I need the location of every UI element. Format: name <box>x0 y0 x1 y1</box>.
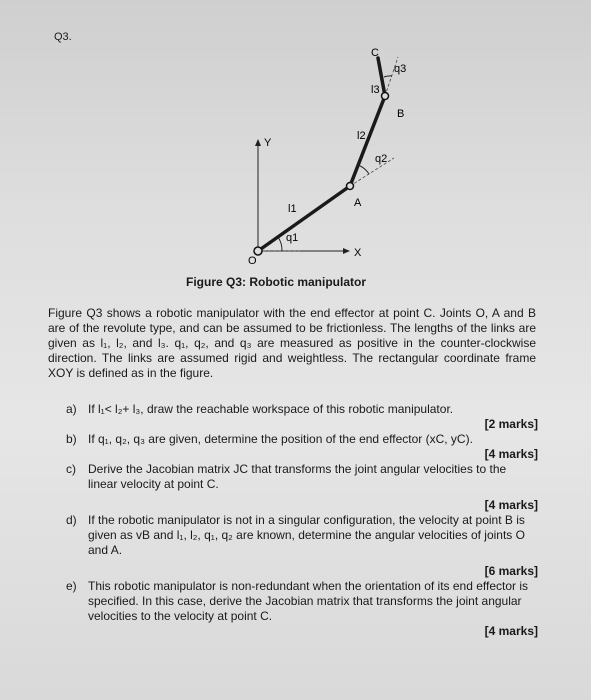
part-c <box>66 462 538 513</box>
q1-arc <box>278 237 282 251</box>
part-marks: [2 marks] <box>484 417 538 431</box>
label-q1: q1 <box>286 232 299 244</box>
part-marks: [4 marks] <box>484 624 538 638</box>
y-axis-arrow-icon <box>255 139 261 146</box>
label-l2: l2 <box>357 130 366 142</box>
label-l1: l1 <box>288 203 297 215</box>
label-c: C <box>371 47 379 59</box>
label-o: O <box>248 255 257 267</box>
link-l1 <box>258 186 350 251</box>
part-letter: c) <box>66 462 76 476</box>
part-letter: d) <box>66 513 77 527</box>
part-letter: e) <box>66 579 77 593</box>
part-marks: [4 marks] <box>484 498 538 512</box>
part-d <box>66 513 538 579</box>
part-marks: [6 marks] <box>484 564 538 578</box>
label-q3: q3 <box>394 63 407 75</box>
label-l3: l3 <box>371 84 380 96</box>
part-letter: a) <box>66 402 77 416</box>
question-parts <box>66 402 538 639</box>
part-marks: [4 marks] <box>484 447 538 461</box>
part-letter: b) <box>66 432 77 446</box>
part-text: Derive the Jacobian matrix JC that transforms the joint angular velocities to the linear velocity at point C. <box>88 462 507 491</box>
label-b: B <box>397 108 405 120</box>
part-text: If the robotic manipulator is not in a singular configuration, the velocity at point B is given as vB and l₁, l₂, q₁, q₂ are known, determine the angular velocities of joints O and A. <box>88 513 525 557</box>
x-axis-arrow-icon <box>343 248 350 254</box>
question-number: Q3. <box>54 31 72 43</box>
part-b <box>66 432 538 462</box>
q2-arc <box>358 165 369 174</box>
part-e <box>66 579 538 639</box>
figure-caption: Figure Q3: Robotic manipulator <box>186 275 367 289</box>
part-text: If l₁< l₂+ l₃, draw the reachable workspace of this robotic manipulator. <box>88 402 454 416</box>
part-text: If q₁, q₂, q₃ are given, determine the position of the end effector (xC, yC). <box>88 432 473 446</box>
label-a: A <box>354 197 362 209</box>
q3-arc <box>384 76 392 77</box>
label-y: Y <box>264 137 272 149</box>
label-q2: q2 <box>375 153 388 165</box>
question-intro: Figure Q3 shows a robotic manipulator with the end effector at point C. Joints O, A and B are of the revolute type, and can be assumed to be frictionless. The lengths of the links are given as l₁, l₂, and l₃. q₁, q₂, and q₃ are measured as positive in the counter-clockwise direction. The links are assumed rigid and weightless. The rectangular coordinate frame XOY is defined as in the figure. <box>48 306 536 380</box>
joint-b <box>382 93 389 100</box>
robotic-manipulator-figure <box>0 0 591 300</box>
label-x: X <box>354 247 362 259</box>
joint-a <box>347 183 354 190</box>
part-text: This robotic manipulator is non-redundant when the orientation of its end effector is specified. In this case, derive the Jacobian matrix that transforms the joint angular velocities to the velocity at point C. <box>88 579 529 623</box>
part-a <box>66 402 538 432</box>
joint-o <box>254 247 262 255</box>
